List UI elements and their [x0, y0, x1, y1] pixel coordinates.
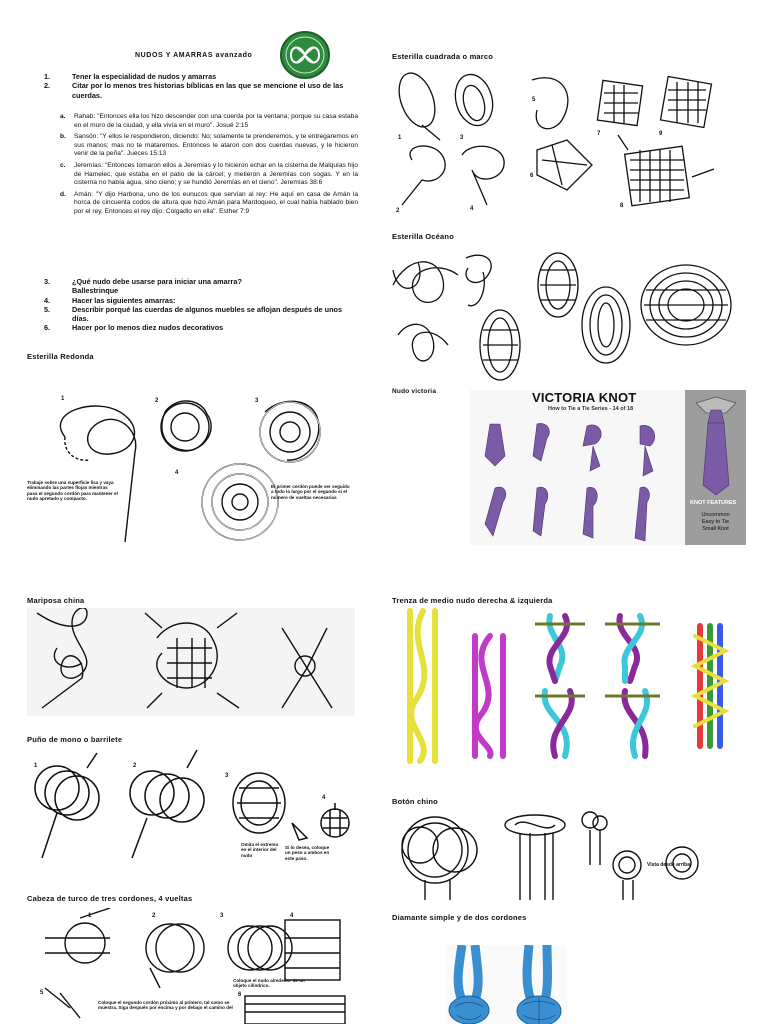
- list-item: 4. Hacer las siguientes amarras:: [44, 295, 176, 305]
- trenza-figure: [395, 606, 735, 766]
- list-item: Ballestrinque: [72, 286, 119, 296]
- esterilla-cuadrada-figure: [392, 65, 732, 220]
- note: Coloque el segundo cordón próximo al primero, tal como se muestra. Siga después por encima y por debajo el camino del: [98, 1000, 233, 1011]
- step-number: 1: [34, 763, 38, 769]
- list-item: 5. Describir porqué las cuerdas de algunos muebles se aflojan después de unos días.: [44, 304, 343, 324]
- note: Trabaje sobre una superficie lisa y vaya eliminando las partes flojas mientras pasa el segundo cordón para mantener el nudo apretado y compacto.: [27, 480, 118, 502]
- mariposa-china-figure: [27, 608, 355, 716]
- step-number: 3: [460, 135, 464, 141]
- step-number: 7: [597, 131, 601, 137]
- caption-puno-mono: Puño de mono o barrilete: [27, 735, 123, 744]
- esterilla-oceano-figure: [388, 250, 733, 390]
- list-item: 2. Citar por lo menos tres historias bíblicas en las que se mencione el uso de las cuerdas.: [44, 81, 344, 100]
- caption-esterilla-cuadrada: Esterilla cuadrada o marco: [392, 52, 494, 61]
- caption-mariposa-china: Mariposa china: [27, 596, 85, 605]
- step-number: 5: [40, 990, 44, 996]
- list-item: 1. Tener la especialidad de nudos y amarras: [44, 72, 217, 81]
- step-number: 4: [322, 795, 326, 801]
- esterilla-redonda-figure: [25, 392, 355, 544]
- step-number: 3: [220, 913, 224, 919]
- step-number: 4: [470, 206, 474, 212]
- note: Omita el extremo en el interior del nudo: [241, 842, 279, 858]
- requirements-list-2: [44, 277, 360, 333]
- step-number: 2: [155, 398, 159, 404]
- victoria-knot-card: [470, 390, 746, 545]
- caption-nudo-victoria: Nudo victoria: [392, 388, 437, 395]
- feature-item: Easy to Tie: [701, 519, 730, 525]
- victoria-title: VICTORIA KNOT: [532, 390, 637, 405]
- list-item: c. Jeremías: "Entonces tomaron ellos a Jeremías y lo hicieron echar en la cisterna de Malquías hijo de Hamelec, que estaba en el patio de la cárcel; y metieron a Jeremías con sogas. Y en la cisterna no había agua, sino cieno; y se hundió Jeremías en el cieno". Jeremías 38:6: [60, 161, 358, 187]
- feature-item: Small Knot: [702, 526, 729, 532]
- step-number: 6: [238, 992, 242, 998]
- step-number: 9: [659, 131, 663, 137]
- step-number: 6: [530, 173, 534, 179]
- note: Vista desde arriba: [647, 862, 690, 868]
- step-number: 5: [532, 97, 536, 103]
- step-number: 3: [225, 773, 229, 779]
- list-item: 3. ¿Qué nudo debe usarse para iniciar una amarra?: [44, 277, 242, 286]
- caption-diamante: Diamante simple y de dos cordones: [392, 913, 527, 922]
- list-item: a. Rahab: "Entonces ella los hizo descender con una cuerda por la ventana; porque su casa estaba en el muro de la ciudad, y ella vivía en el muro". Josué 2:15: [60, 113, 358, 129]
- step-number: 1: [61, 396, 65, 402]
- step-number: 1: [88, 913, 92, 919]
- knot-features-panel: [685, 390, 746, 545]
- step-number: 4: [290, 913, 294, 919]
- step-number: 2: [133, 763, 137, 769]
- step-number: 2: [396, 208, 400, 214]
- victoria-subtitle: How to Tie a Tie Series - 14 of 18: [548, 406, 634, 412]
- list-item: 6. Hacer por lo menos diez nudos decorativos: [44, 323, 224, 333]
- note: Si lo desea, coloque un peso a ambos en este paso.: [285, 845, 330, 861]
- cabeza-turco-figure: [40, 908, 352, 1024]
- step-number: 4: [175, 470, 179, 476]
- bible-stories-list: [60, 113, 358, 220]
- features-title: KNOT FEATURES: [690, 500, 737, 506]
- note: Coloque el nudo alrededor de un objeto cilíndrico.: [233, 978, 305, 989]
- step-number: 2: [152, 913, 156, 919]
- list-item: b. Sansón: "Y ellos le respondieron, diciendo: No; solamente te prenderemos, y te entregaremos en sus manos; mas no te mataremos. Entonces le ataron con dos cuerdas nuevas, y le hicieron venir de la peña". Jueces 15:13: [60, 133, 358, 158]
- list-item: d. Amán: "Y dijo Harbona, uno de los eunucos que servían al rey: He aquí en casa de Amán la horca de cincuenta codos de altura que hizo Amán para Mardoqueo, el cual había hablado bien por el rey. Entonces el rey dijo: Colgadlo en ella". Esther 7:9: [60, 190, 358, 215]
- page-title: NUDOS Y AMARRAS avanzado: [135, 52, 253, 59]
- caption-trenza: Trenza de medio nudo derecha & izquierda: [392, 596, 553, 605]
- note: El primer cordón puede ser seguido a todo lo largo por el segundo si el número de vueltas necesarias: [271, 484, 350, 500]
- caption-esterilla-oceano: Esterilla Océano: [392, 232, 454, 241]
- step-number: 3: [255, 398, 259, 404]
- caption-boton-chino: Botón chino: [392, 797, 438, 806]
- feature-item: Uncommon: [701, 512, 730, 518]
- diamante-photo: [447, 945, 567, 1024]
- caption-cabeza-turco: Cabeza de turco de tres cordones, 4 vueltas: [27, 894, 193, 903]
- requirements-list: [44, 72, 360, 100]
- caption-esterilla-redonda: Esterilla Redonda: [27, 352, 94, 361]
- step-number: 8: [620, 203, 624, 209]
- puno-mono-figure: [27, 748, 357, 863]
- step-number: 1: [398, 135, 402, 141]
- boton-chino-figure: [395, 805, 720, 905]
- features-list: [685, 512, 746, 533]
